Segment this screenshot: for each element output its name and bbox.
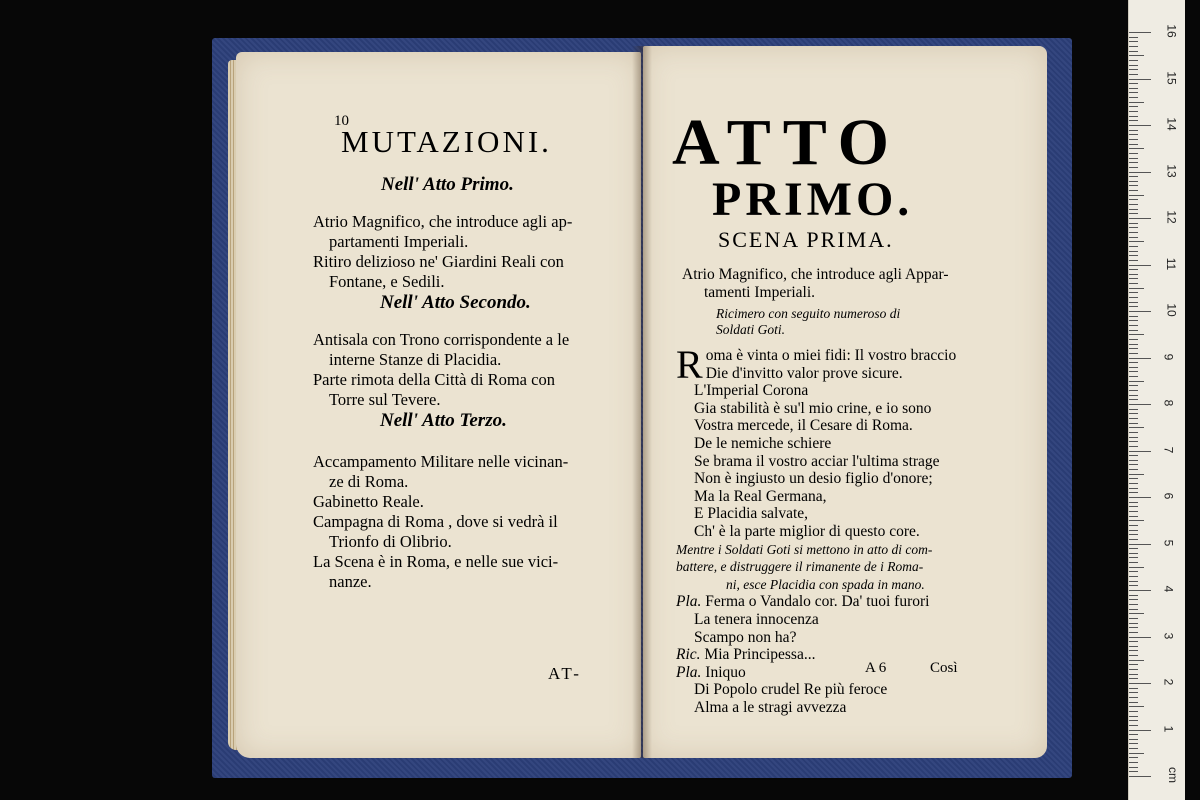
ruler-tick (1129, 660, 1144, 661)
ruler-tick (1129, 702, 1138, 703)
ruler-tick (1129, 646, 1138, 647)
ruler-tick (1129, 199, 1138, 200)
ruler-tick (1129, 92, 1138, 93)
ruler-tick (1129, 204, 1138, 205)
speech-line (676, 593, 940, 611)
verse-line: Die d'invitto valor prove sicure. (705, 364, 903, 382)
speaker: Pla. (676, 663, 702, 681)
ruler-tick (1129, 367, 1138, 368)
ruler-label: 9 (1161, 353, 1176, 360)
ruler-tick (1129, 283, 1138, 284)
verse-line: La tenera innocenza (694, 610, 819, 628)
ruler-tick (1129, 41, 1138, 42)
ruler-tick (1129, 32, 1151, 33)
act-two-heading: Nell' Atto Secondo. (380, 292, 531, 313)
act-title: ATTO (672, 106, 901, 179)
ruler-tick (1129, 362, 1138, 363)
ruler-tick (1129, 167, 1138, 168)
act-subtitle: PRIMO. (712, 173, 914, 226)
ruler-tick (1129, 767, 1138, 768)
ruler-label: 10 (1164, 303, 1179, 317)
ruler-tick (1129, 325, 1138, 326)
ruler-tick (1129, 172, 1151, 173)
entry-line: Atrio Magnifico, che introduce agli ap- (313, 212, 573, 231)
ruler-tick (1129, 227, 1138, 228)
direction-line: Mentre i Soldati Goti si mettono in atto di com- (676, 541, 933, 557)
ruler-tick (1129, 125, 1151, 126)
ruler-tick (1129, 632, 1138, 633)
speech-line (676, 664, 940, 682)
setting-line: Atrio Magnifico, che introduce agli Appar- (682, 266, 949, 283)
act-one-heading: Nell' Atto Primo. (381, 174, 514, 195)
ruler-tick (1129, 609, 1138, 610)
ruler-label: 14 (1164, 117, 1179, 131)
ruler-label: 16 (1164, 24, 1179, 38)
ruler-tick (1129, 734, 1138, 735)
ruler-tick (1129, 595, 1138, 596)
verse-line: Gia stabilità è su'l mio crine, e io sono (694, 399, 932, 417)
ruler-tick (1129, 88, 1138, 89)
ruler-tick (1129, 581, 1138, 582)
ruler-label: 4 (1161, 585, 1176, 593)
act-three-entries (313, 452, 568, 552)
ruler-tick (1129, 492, 1138, 493)
ruler-tick (1129, 181, 1138, 182)
ruler-tick (1129, 637, 1151, 638)
ruler-tick (1129, 302, 1138, 303)
ruler-tick (1129, 278, 1138, 279)
ruler-tick (1129, 399, 1138, 400)
entry-line: Torre sul Tevere. (329, 390, 441, 409)
direction-line: Ricimero con seguito numeroso di (716, 306, 901, 321)
ruler-tick (1129, 748, 1138, 749)
ruler-tick (1129, 469, 1138, 470)
ruler-tick (1129, 223, 1138, 224)
scene-location-note (313, 552, 558, 592)
page-number: 10 (334, 113, 349, 129)
ruler-tick (1129, 320, 1138, 321)
verse-line: Alma a le stragi avvezza (694, 698, 847, 716)
ruler-tick (1129, 650, 1138, 651)
ruler-tick (1129, 743, 1138, 744)
book-gutter (632, 46, 652, 758)
ruler-tick (1129, 627, 1138, 628)
ruler-tick (1129, 102, 1144, 103)
verse-line: E Placidia salvate, (694, 505, 809, 523)
note-line: nanze. (329, 572, 372, 591)
ruler-tick (1129, 590, 1151, 591)
ruler-tick (1129, 599, 1138, 600)
ruler-tick (1129, 757, 1138, 758)
ruler-tick (1129, 483, 1138, 484)
ruler-tick (1129, 185, 1138, 186)
ruler-tick (1129, 618, 1138, 619)
ruler-tick (1129, 255, 1138, 256)
ruler-tick (1129, 334, 1144, 335)
ruler-tick (1129, 674, 1138, 675)
ruler-tick (1129, 288, 1144, 289)
ruler-tick (1129, 506, 1138, 507)
ruler-tick (1129, 437, 1138, 438)
ruler-tick (1129, 83, 1138, 84)
mutazioni-title: MUTAZIONI. (341, 124, 552, 159)
ruler-tick (1129, 237, 1138, 238)
scene-heading: SCENA PRIMA. (718, 227, 894, 252)
ruler-tick (1129, 330, 1138, 331)
ruler-tick (1129, 423, 1138, 424)
ruler-tick (1129, 116, 1138, 117)
verse-line: L'Imperial Corona (694, 382, 809, 400)
entry-line: Gabinetto Reale. (313, 492, 424, 511)
ruler-tick (1129, 539, 1138, 540)
act-three-heading: Nell' Atto Terzo. (380, 410, 507, 431)
right-catchword: Così (930, 660, 958, 676)
entry-line: Fontane, e Sedili. (329, 272, 445, 291)
ruler-tick (1129, 297, 1138, 298)
entry-line: Trionfo di Olibrio. (329, 532, 452, 551)
ruler-tick (1129, 562, 1138, 563)
ruler-tick (1129, 385, 1138, 386)
ruler-tick (1129, 69, 1138, 70)
ruler-tick (1129, 688, 1138, 689)
ruler-tick (1129, 464, 1138, 465)
ruler-tick (1129, 571, 1138, 572)
ruler-tick (1129, 655, 1138, 656)
ruler-tick (1129, 371, 1138, 372)
ruler-tick (1129, 241, 1144, 242)
ruler-tick (1129, 348, 1138, 349)
ruler-label: 3 (1161, 632, 1176, 639)
ruler-tick (1129, 520, 1144, 521)
verse-line: Di Popolo crudel Re più feroce (694, 681, 888, 699)
ruler-label: 7 (1161, 446, 1176, 453)
ruler-tick (1129, 613, 1144, 614)
entry-line: Antisala con Trono corrispondente a le (313, 330, 570, 349)
ruler-tick (1129, 488, 1138, 489)
ruler-tick (1129, 502, 1138, 503)
ruler-tick (1129, 344, 1138, 345)
ruler-tick (1129, 120, 1138, 121)
ruler-tick (1129, 260, 1138, 261)
ruler-label: 1 (1161, 725, 1176, 732)
ruler-tick (1129, 692, 1138, 693)
ruler-tick (1129, 451, 1151, 452)
ruler-tick (1129, 130, 1138, 131)
ruler-tick (1129, 51, 1138, 52)
verse-line: Se brama il vostro acciar l'ultima strage (694, 452, 940, 470)
ruler-tick (1129, 106, 1138, 107)
ruler-tick (1129, 55, 1144, 56)
setting-line: tamenti Imperiali. (704, 284, 816, 301)
measuring-ruler (1128, 0, 1185, 800)
ruler-tick (1129, 79, 1151, 80)
ruler-tick (1129, 209, 1138, 210)
ruler-tick (1129, 162, 1138, 163)
ruler-tick (1129, 381, 1144, 382)
ruler-tick (1129, 730, 1151, 731)
ruler-label: 13 (1164, 163, 1179, 178)
ruler-tick (1129, 376, 1138, 377)
ruler-tick (1129, 390, 1138, 391)
ruler-tick (1129, 497, 1151, 498)
ruler-tick (1129, 683, 1151, 684)
ruler-label: 6 (1161, 492, 1176, 500)
ruler-tick (1129, 478, 1138, 479)
ruler-tick (1129, 148, 1144, 149)
act-one-entries (313, 212, 572, 292)
ruler-tick (1129, 441, 1138, 442)
ruler-tick (1129, 432, 1138, 433)
ruler-tick (1129, 544, 1151, 545)
ruler-tick (1129, 37, 1138, 38)
ruler-label: 8 (1161, 399, 1176, 407)
ruler-tick (1129, 753, 1144, 754)
ruler-tick (1129, 339, 1138, 340)
ruler-tick (1129, 404, 1151, 405)
ruler-tick (1129, 641, 1138, 642)
ruler-tick (1129, 190, 1138, 191)
ruler-tick (1129, 669, 1138, 670)
scene-setting (682, 266, 949, 302)
ruler-tick (1129, 678, 1138, 679)
speaker: Ric. (676, 646, 701, 664)
verse-text: Iniquo (705, 663, 746, 681)
ruler-tick (1129, 557, 1138, 558)
ruler-tick (1129, 176, 1138, 177)
entry-line: ze di Roma. (329, 472, 409, 491)
ruler-tick (1129, 427, 1144, 428)
ruler-tick (1129, 218, 1151, 219)
ruler-tick (1129, 553, 1138, 554)
ruler-tick (1129, 60, 1138, 61)
ruler-tick (1129, 46, 1138, 47)
ruler-tick (1129, 65, 1138, 66)
entry-line: interne Stanze di Placidia. (329, 350, 502, 369)
ruler-tick (1129, 274, 1138, 275)
stage-direction (716, 306, 900, 338)
note-line: La Scena è in Roma, e nelle sue vici- (313, 552, 559, 571)
ruler-tick (1129, 358, 1151, 359)
ruler-tick (1129, 623, 1138, 624)
ruler-tick (1129, 353, 1138, 354)
verse-line: Scampo non ha? (694, 628, 797, 646)
ruler-tick (1129, 311, 1151, 312)
direction-line: Soldati Goti. (716, 322, 786, 337)
ruler-tick (1129, 720, 1138, 721)
ruler-tick (1129, 771, 1138, 772)
ruler-tick (1129, 446, 1138, 447)
direction-line: ni, esce Placidia con spada in mano. (726, 576, 925, 592)
verse-line: Vostra mercede, il Cesare di Roma. (694, 417, 913, 435)
ruler-tick (1129, 292, 1138, 293)
ruler-tick (1129, 725, 1138, 726)
ruler-tick (1129, 455, 1138, 456)
ruler-tick (1129, 711, 1138, 712)
ruler-tick (1129, 697, 1138, 698)
ruler-tick (1129, 511, 1138, 512)
ruler-tick (1129, 409, 1138, 410)
verse-text: Ferma o Vandalo cor. Da' tuoi furori (705, 593, 930, 611)
ruler-tick (1129, 548, 1138, 549)
ruler-tick (1129, 269, 1138, 270)
direction-line: battere, e distruggere il rimanente de i Roma- (676, 559, 924, 575)
ruler-label: 5 (1161, 539, 1176, 546)
verse-line: oma è vinta o miei fidi: Il vostro braccio (705, 347, 957, 364)
ruler-tick (1129, 762, 1138, 763)
drop-cap: R (676, 342, 703, 387)
ruler-tick (1129, 604, 1138, 605)
ruler-tick (1129, 576, 1138, 577)
ruler-tick (1129, 534, 1138, 535)
ruler-tick (1129, 251, 1138, 252)
entry-line: Ritiro delizioso ne' Giardini Reali con (313, 252, 564, 271)
ruler-tick (1129, 460, 1138, 461)
ruler-tick (1129, 306, 1138, 307)
ruler-tick (1129, 474, 1144, 475)
ruler-tick (1129, 525, 1138, 526)
ruler-tick (1129, 97, 1138, 98)
ruler-tick (1129, 265, 1151, 266)
ruler-tick (1129, 706, 1144, 707)
verse-text: Mia Principessa... (704, 646, 816, 664)
ruler-tick (1129, 74, 1138, 75)
speech-line (676, 646, 940, 664)
verse-line: Ma la Real Germana, (694, 487, 827, 505)
verse-line: De le nemiche schiere (694, 434, 832, 452)
verse-line: Non è ingiusto un desio figlio d'onore; (694, 470, 933, 488)
left-catchword: AT- (548, 664, 582, 683)
ruler-tick (1129, 516, 1138, 517)
ruler-tick (1129, 246, 1138, 247)
ruler-label: 11 (1164, 257, 1179, 270)
ruler-tick (1129, 739, 1138, 740)
entry-line: Accampamento Militare nelle vicinan- (313, 452, 569, 471)
ruler-tick (1129, 567, 1144, 568)
entry-line: Parte rimota della Città di Roma con (313, 370, 555, 389)
act-two-entries (313, 330, 569, 410)
entry-line: partamenti Imperiali. (329, 232, 469, 251)
ruler-tick (1129, 664, 1138, 665)
ruler-label: 15 (1164, 70, 1179, 85)
ruler-tick (1129, 395, 1138, 396)
entry-line: Campagna di Roma , dove si vedrà il (313, 512, 558, 531)
ruler-tick (1129, 111, 1138, 112)
ruler-tick (1129, 144, 1138, 145)
ruler-tick (1129, 232, 1138, 233)
ruler-label: 12 (1164, 210, 1179, 224)
ruler-tick (1129, 195, 1144, 196)
ruler-tick (1129, 418, 1138, 419)
ruler-tick (1129, 316, 1138, 317)
speaker: Pla. (676, 593, 702, 611)
ruler-tick (1129, 153, 1138, 154)
ruler-tick (1129, 134, 1138, 135)
verse-line: Ch' è la parte miglior di questo core. (694, 522, 920, 540)
ruler-label: 2 (1161, 678, 1176, 686)
ruler-tick (1129, 413, 1138, 414)
ruler-tick (1129, 158, 1138, 159)
ruler-tick (1129, 585, 1138, 586)
ruler-unit-label: cm (1166, 767, 1180, 783)
ruler-tick (1129, 776, 1151, 777)
ruler-tick (1129, 716, 1138, 717)
ruler-tick (1129, 530, 1138, 531)
signature-mark: A 6 (865, 660, 887, 676)
ruler-tick (1129, 139, 1138, 140)
ruler-tick (1129, 213, 1138, 214)
